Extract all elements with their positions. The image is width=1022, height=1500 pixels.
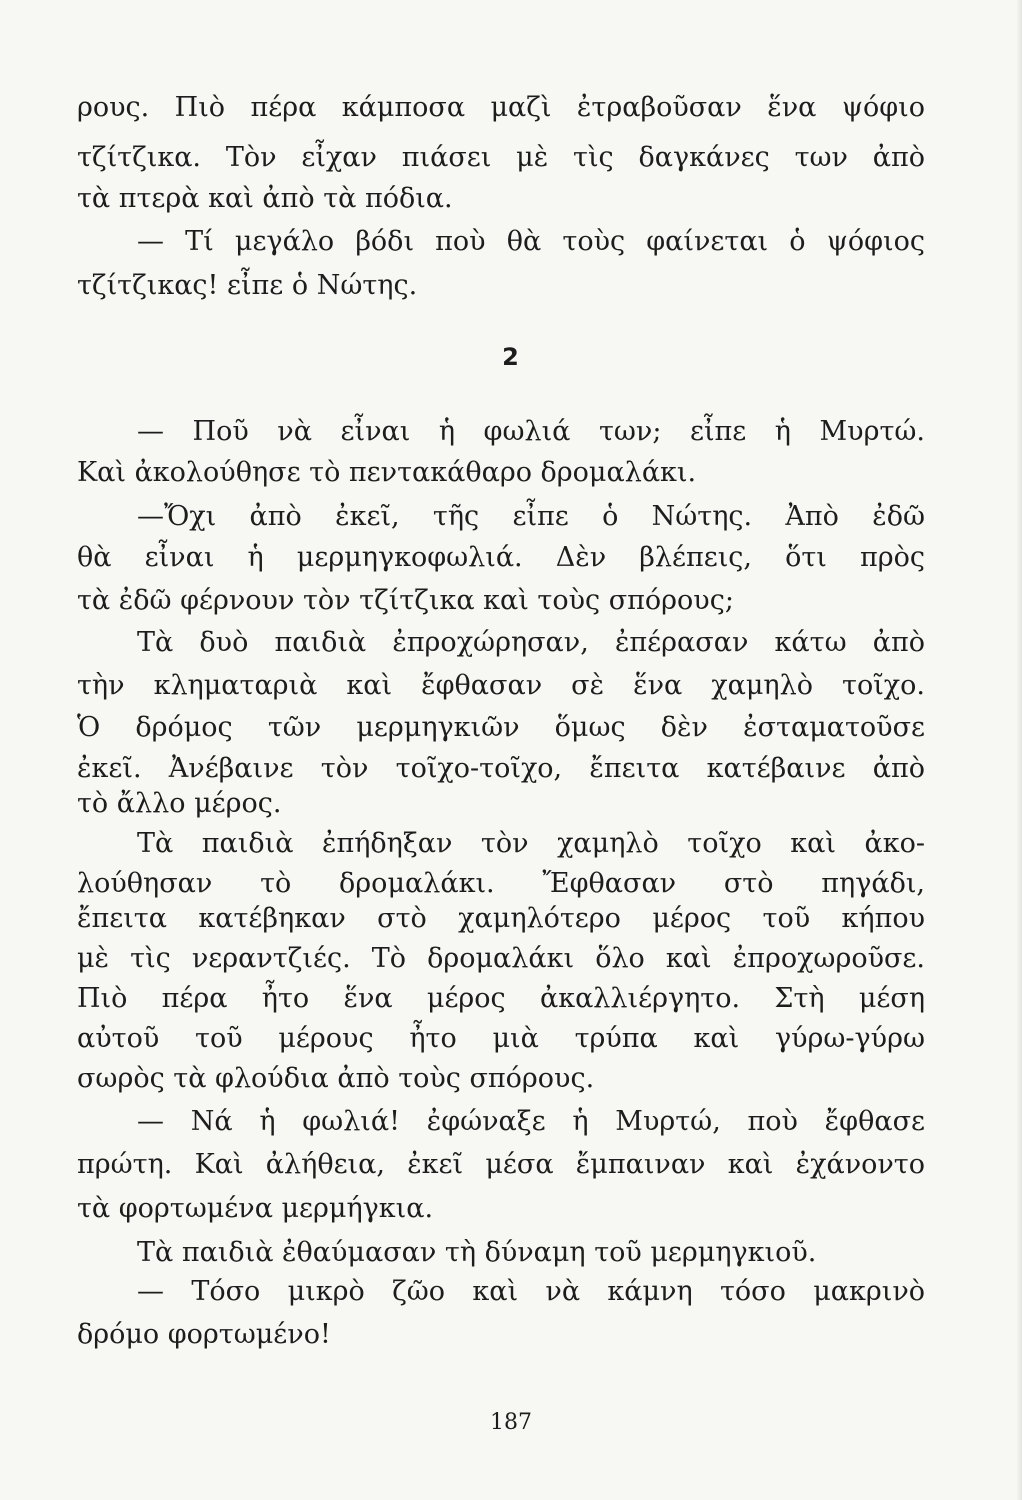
text-line: — Νά ἡ φωλιά! ἐφώναξε ἡ Μυρτώ, ποὺ ἔφθασε [137,1106,925,1137]
text-line: ἐκεῖ. Ἀνέβαινε τὸν τοῖχο-τοῖχο, ἔπειτα κατέβαινε ἀπὸ [77,753,925,784]
text-line: δρόμο φορτωμένο! [77,1319,331,1350]
text-line: —Ὄχι ἀπὸ ἐκεῖ, τῆς εἶπε ὁ Νώτης. Ἀπὸ ἐδῶ [137,501,925,532]
page-number: 187 [490,1410,532,1435]
text-line: αὐτοῦ τοῦ μέρους ἦτο μιὰ τρύπα καὶ γύρω-γύρω [77,1023,925,1054]
text-line: — Τί μεγάλο βόδι ποὺ θὰ τοὺς φαίνεται ὁ ψόφιος [137,226,925,257]
text-line: — Ποῦ νὰ εἶναι ἡ φωλιά των; εἶπε ἡ Μυρτώ. [137,416,925,447]
text-line: τὰ ἐδῶ φέρνουν τὸν τζίτζικα καὶ τοὺς σπόρους; [77,585,734,616]
text-line: σωρὸς τὰ φλούδια ἀπὸ τοὺς σπόρους. [77,1063,595,1094]
text-line: τὰ πτερὰ καὶ ἀπὸ τὰ πόδια. [77,183,453,214]
page-edge-shadow [1016,0,1022,1500]
text-line: ρους. Πιὸ πέρα κάμποσα μαζὶ ἐτραβοῦσαν ἕνα ψόφιο [77,92,925,123]
section-number: 2 [502,343,520,371]
text-line: λούθησαν τὸ δρομαλάκι. Ἔφθασαν στὸ πηγάδι, [77,868,925,899]
text-line: τὸ ἄλλο μέρος. [77,788,282,819]
text-line: τὰ φορτωμένα μερμήγκια. [77,1193,434,1224]
text-line: Τὰ παιδιὰ ἐθαύμασαν τὴ δύναμη τοῦ μερμηγκιοῦ. [137,1237,817,1268]
text-line: πρώτη. Καὶ ἀλήθεια, ἐκεῖ μέσα ἔμπαιναν καὶ ἐχάνοντο [77,1149,925,1180]
text-line: Τὰ παιδιὰ ἐπήδηξαν τὸν χαμηλὸ τοῖχο καὶ ἀκο- [137,828,925,859]
text-line: ἔπειτα κατέβηκαν στὸ χαμηλότερο μέρος τοῦ κήπου [77,903,925,934]
text-line: — Τόσο μικρὸ ζῶο καὶ νὰ κάμνη τόσο μακρινὸ [137,1276,925,1307]
text-line: τζίτζικας! εἶπε ὁ Νώτης. [77,270,418,301]
text-line: μὲ τὶς νεραντζιές. Τὸ δρομαλάκι ὅλο καὶ ἐπροχωροῦσε. [77,943,925,974]
text-line: Πιὸ πέρα ἦτο ἕνα μέρος ἀκαλλιέργητο. Στὴ μέση [77,983,925,1014]
text-line: θὰ εἶναι ἡ μερμηγκοφωλιά. Δὲν βλέπεις, ὅτι πρὸς [77,542,925,573]
text-line: Καὶ ἀκολούθησε τὸ πεντακάθαρο δρομαλάκι. [77,457,697,488]
text-line: Τὰ δυὸ παιδιὰ ἐπροχώρησαν, ἐπέρασαν κάτω ἀπὸ [137,627,925,658]
text-line: Ὁ δρόμος τῶν μερμηγκιῶν ὅμως δὲν ἐσταματοῦσε [77,712,925,743]
text-line: τὴν κληματαριὰ καὶ ἔφθασαν σὲ ἕνα χαμηλὸ τοῖχο. [77,670,925,701]
text-line: τζίτζικα. Τὸν εἶχαν πιάσει μὲ τὶς δαγκάνες των ἀπὸ [77,142,925,173]
